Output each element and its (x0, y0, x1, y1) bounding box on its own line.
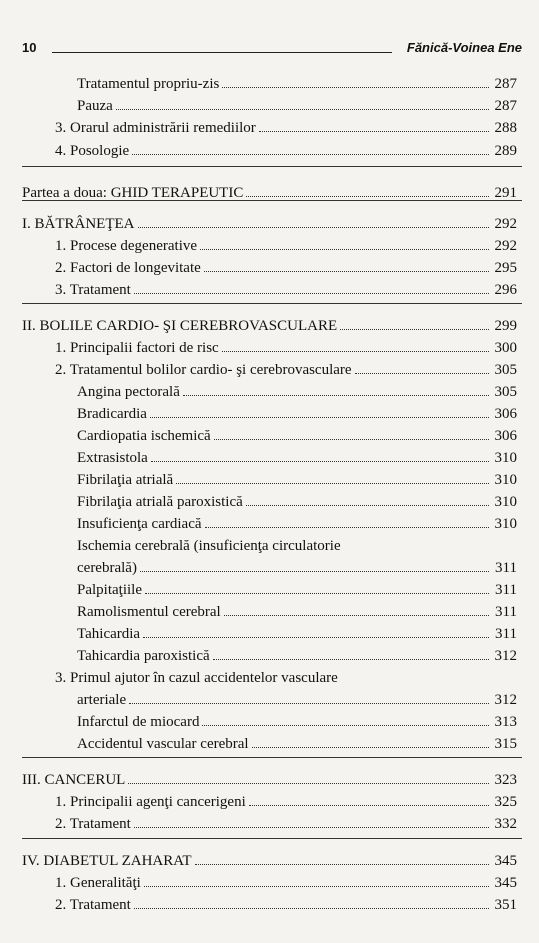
toc-dot-leader (144, 886, 489, 887)
toc-entry-title: Extrasistola (77, 450, 148, 466)
toc-entry-title: 3. Tratament (55, 282, 131, 298)
toc-entry-page: 313 (494, 714, 517, 730)
toc-entry (77, 470, 517, 490)
toc-dot-leader (205, 527, 489, 528)
toc-entry (55, 873, 517, 893)
toc-entry (77, 712, 517, 732)
toc-entry-title: II. BOLILE CARDIO- ŞI CEREBROVASCULARE (22, 318, 338, 334)
toc-dot-leader (116, 109, 489, 110)
toc-entry (55, 236, 517, 256)
toc-entry-page: 288 (494, 120, 517, 136)
toc-entry-page: 305 (494, 384, 517, 400)
toc-dot-leader (134, 908, 489, 909)
toc-entry (55, 792, 517, 812)
toc-entry-title: 1. Principalii agenţi cancerigeni (55, 794, 246, 810)
toc-entry-title: Infarctul de miocard (77, 714, 200, 730)
toc-entry-title: 3. Orarul administrării remediilor (55, 120, 256, 136)
toc-dot-leader (128, 783, 488, 784)
toc-entry-page: 312 (494, 692, 517, 708)
toc-entry-page: 311 (495, 582, 517, 598)
toc-entry-title: Tahicardia (77, 626, 141, 642)
toc-entry-title: 3. Primul ajutor în cazul accidentelor vasculare (55, 670, 338, 686)
toc-entry-title: 4. Posologie (55, 143, 130, 159)
toc-entry (77, 382, 517, 402)
toc-entry-title: Cardiopatia ischemică (77, 428, 211, 444)
toc-entry (22, 851, 517, 871)
toc-entry-page: 300 (494, 340, 517, 356)
toc-entry-title: 1. Procese degenerative (55, 238, 198, 254)
toc-entry (77, 404, 517, 424)
toc-dot-leader (204, 271, 489, 272)
toc-entry-title: Ramolismentul cerebral (77, 604, 221, 620)
toc-dot-leader (213, 659, 489, 660)
toc-entry (77, 426, 517, 446)
toc-dot-leader (143, 637, 489, 638)
toc-entry-page: 310 (494, 472, 517, 488)
toc-entry-page: 292 (494, 238, 517, 254)
toc-entry-title: arteriale (77, 692, 127, 708)
toc-dot-leader (214, 439, 489, 440)
toc-entry-page: 311 (495, 604, 517, 620)
running-author: Fănică-Voinea Ene (406, 40, 522, 55)
toc-entry (22, 316, 517, 336)
toc-entry (55, 360, 517, 380)
toc-entry-page: 295 (494, 260, 517, 276)
toc-entry (55, 118, 517, 138)
toc-dot-leader (151, 461, 489, 462)
toc-entry-title: Bradicardia (77, 406, 147, 422)
toc-entry-title: Tahicardia paroxistică (77, 648, 210, 664)
toc-dot-leader (200, 249, 488, 250)
toc-entry-title: I. BĂTRÂNEŢEA (22, 216, 135, 232)
toc-entry (55, 338, 517, 358)
toc-entry-page: 310 (494, 516, 517, 532)
toc-entry-title: 2. Factori de longevitate (55, 260, 201, 276)
toc-entry-title: Fibrilaţia atrială (77, 472, 174, 488)
toc-entry-page: 323 (494, 772, 517, 788)
toc-dot-leader (246, 505, 489, 506)
toc-dot-leader (355, 373, 489, 374)
toc-dot-leader (183, 395, 489, 396)
toc-entry-title: 1. Generalităţi (55, 875, 141, 891)
toc-entry-page: 325 (494, 794, 517, 810)
toc-entry-page: 306 (494, 406, 517, 422)
toc-dot-leader (134, 827, 489, 828)
toc-dot-leader (132, 154, 488, 155)
toc-entry-page: 299 (494, 318, 517, 334)
toc-entry-page: 312 (494, 648, 517, 664)
toc-dot-leader (224, 615, 489, 616)
toc-entry-page: 310 (494, 450, 517, 466)
toc-dot-leader (249, 805, 489, 806)
toc-entry-title: Pauza (77, 98, 113, 114)
toc-entry-page: 287 (494, 98, 517, 114)
toc-entry (55, 258, 517, 278)
toc-dot-leader (195, 864, 489, 865)
toc-entry-title: III. CANCERUL (22, 772, 126, 788)
toc-entry (77, 558, 517, 578)
toc-dot-leader (202, 725, 488, 726)
page-number: 10 (22, 40, 37, 55)
toc-dot-leader (140, 571, 489, 572)
toc-entry (77, 690, 517, 710)
toc-entry (77, 448, 517, 468)
toc-entry-title: Angina pectorală (77, 384, 180, 400)
toc-entry-title: 2. Tratament (55, 816, 131, 832)
toc-dot-leader (222, 87, 488, 88)
toc-dot-leader (145, 593, 489, 594)
toc-entry-title: IV. DIABETUL ZAHARAT (22, 853, 192, 869)
toc-entry-page: 296 (494, 282, 517, 298)
toc-dot-leader (129, 703, 488, 704)
toc-entry-page: 305 (494, 362, 517, 378)
toc-dot-leader (246, 196, 488, 197)
toc-entry-title: 2. Tratament (55, 897, 131, 913)
toc-entry-title: Insuficienţa cardiacă (77, 516, 202, 532)
toc-entry-title: 1. Principalii factori de risc (55, 340, 219, 356)
toc-entry-page: 345 (494, 853, 517, 869)
toc-entry-page: 345 (494, 875, 517, 891)
toc-dot-leader (138, 227, 489, 228)
toc-entry (77, 536, 517, 556)
toc-entry (22, 214, 517, 234)
toc-dot-leader (340, 329, 488, 330)
toc-entry (77, 96, 517, 116)
toc-entry-title: Ischemia cerebrală (insuficienţa circulatorie (77, 538, 341, 554)
toc-entry (55, 895, 517, 915)
toc-entry (22, 183, 517, 203)
toc-entry (55, 668, 517, 688)
toc-entry-page: 315 (494, 736, 517, 752)
toc-entry-page: 351 (494, 897, 517, 913)
toc-entry (77, 74, 517, 94)
toc-dot-leader (259, 131, 489, 132)
toc-entry-title: cerebrală) (77, 560, 137, 576)
toc-dot-leader (252, 747, 489, 748)
toc-entry-title: Tratamentul propriu-zis (77, 76, 220, 92)
toc-entry-title: 2. Tratamentul bolilor cardio- şi cerebrovasculare (55, 362, 352, 378)
toc-entry-title: Partea a doua: GHID TERAPEUTIC (22, 185, 244, 201)
toc-entry-page: 310 (494, 494, 517, 510)
toc-entry (22, 770, 517, 790)
toc-entry (55, 141, 517, 161)
toc-entry-page: 332 (494, 816, 517, 832)
toc-entry-title: Palpitaţiile (77, 582, 142, 598)
toc-entry (55, 280, 517, 300)
toc-entry-page: 311 (495, 626, 517, 642)
toc-dot-leader (150, 417, 489, 418)
toc-entry-page: 306 (494, 428, 517, 444)
toc-entry (77, 624, 517, 644)
toc-entry (77, 734, 517, 754)
toc-entry (77, 580, 517, 600)
toc-entry (77, 646, 517, 666)
toc-entry-page: 292 (494, 216, 517, 232)
toc-entry (77, 514, 517, 534)
toc-entry-title: Accidentul vascular cerebral (77, 736, 249, 752)
toc-entry (55, 814, 517, 834)
toc-dot-leader (222, 351, 489, 352)
toc-entry-title: Fibrilaţia atrială paroxistică (77, 494, 243, 510)
toc-entry-page: 311 (495, 560, 517, 576)
toc-dot-leader (134, 293, 489, 294)
toc-entry-page: 291 (494, 185, 517, 201)
toc-entry (77, 492, 517, 512)
toc-entry-page: 287 (494, 76, 517, 92)
toc-entry (77, 602, 517, 622)
toc-entry-page: 289 (494, 143, 517, 159)
toc-dot-leader (176, 483, 488, 484)
